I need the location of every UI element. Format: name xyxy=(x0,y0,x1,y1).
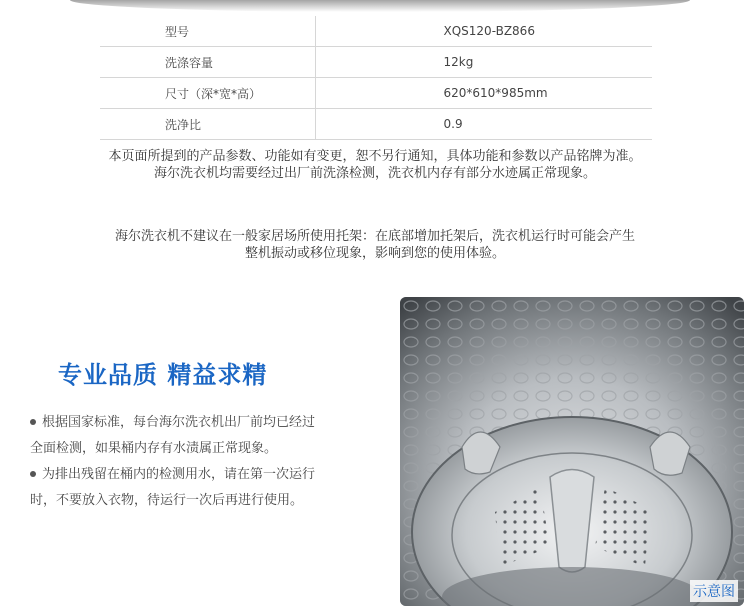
disclaimer-note xyxy=(0,148,750,182)
spec-label: 洗涤容量 xyxy=(100,47,315,78)
drum-image xyxy=(400,297,744,606)
spec-label: 型号 xyxy=(100,16,315,47)
bullet-list xyxy=(30,410,375,514)
warning-line: 海尔洗衣机不建议在一般家居场所使用托架：在底部增加托架后，洗衣机运行时可能会产生 xyxy=(114,229,635,244)
spec-value: 12kg xyxy=(315,47,652,78)
bracket-warning-note xyxy=(0,228,750,262)
warning-line: 整机振动或移位现象，影响到您的使用体验。 xyxy=(244,246,505,261)
spec-label: 洗净比 xyxy=(100,109,315,140)
table-row xyxy=(100,47,652,78)
spec-table xyxy=(100,16,652,140)
bullet-line: 全面检测，如果桶内存有水渍属正常现象。 xyxy=(30,441,278,456)
table-row xyxy=(100,78,652,109)
spec-value: XQS120-BZ866 xyxy=(315,16,652,47)
list-item xyxy=(30,410,375,462)
spec-value: 620*610*985mm xyxy=(315,78,652,109)
disclaimer-line: 海尔洗衣机均需要经过出厂前洗涤检测，洗衣机内存有部分水迹属正常现象。 xyxy=(153,166,596,181)
image-caption: 示意图 xyxy=(690,580,738,602)
top-shadow-divider xyxy=(70,0,690,12)
section-headline: 专业品质 精益求精 xyxy=(58,361,268,389)
spec-label: 尺寸（深*宽*高） xyxy=(100,78,315,109)
bullet-line: 时，不要放入衣物，待运行一次后再进行使用。 xyxy=(30,493,304,508)
bullet-line: 为排出残留在桶内的检测用水，请在第一次运行 xyxy=(42,467,316,482)
table-row xyxy=(100,16,652,47)
bullet-line: 根据国家标准，每台海尔洗衣机出厂前均已经过 xyxy=(42,415,316,430)
table-row xyxy=(100,109,652,140)
list-item xyxy=(30,462,375,514)
spec-value: 0.9 xyxy=(315,109,652,140)
drum-illustration xyxy=(400,297,744,606)
disclaimer-line: 本页面所提到的产品参数、功能如有变更，恕不另行通知，具体功能和参数以产品铭牌为准。 xyxy=(108,149,642,164)
